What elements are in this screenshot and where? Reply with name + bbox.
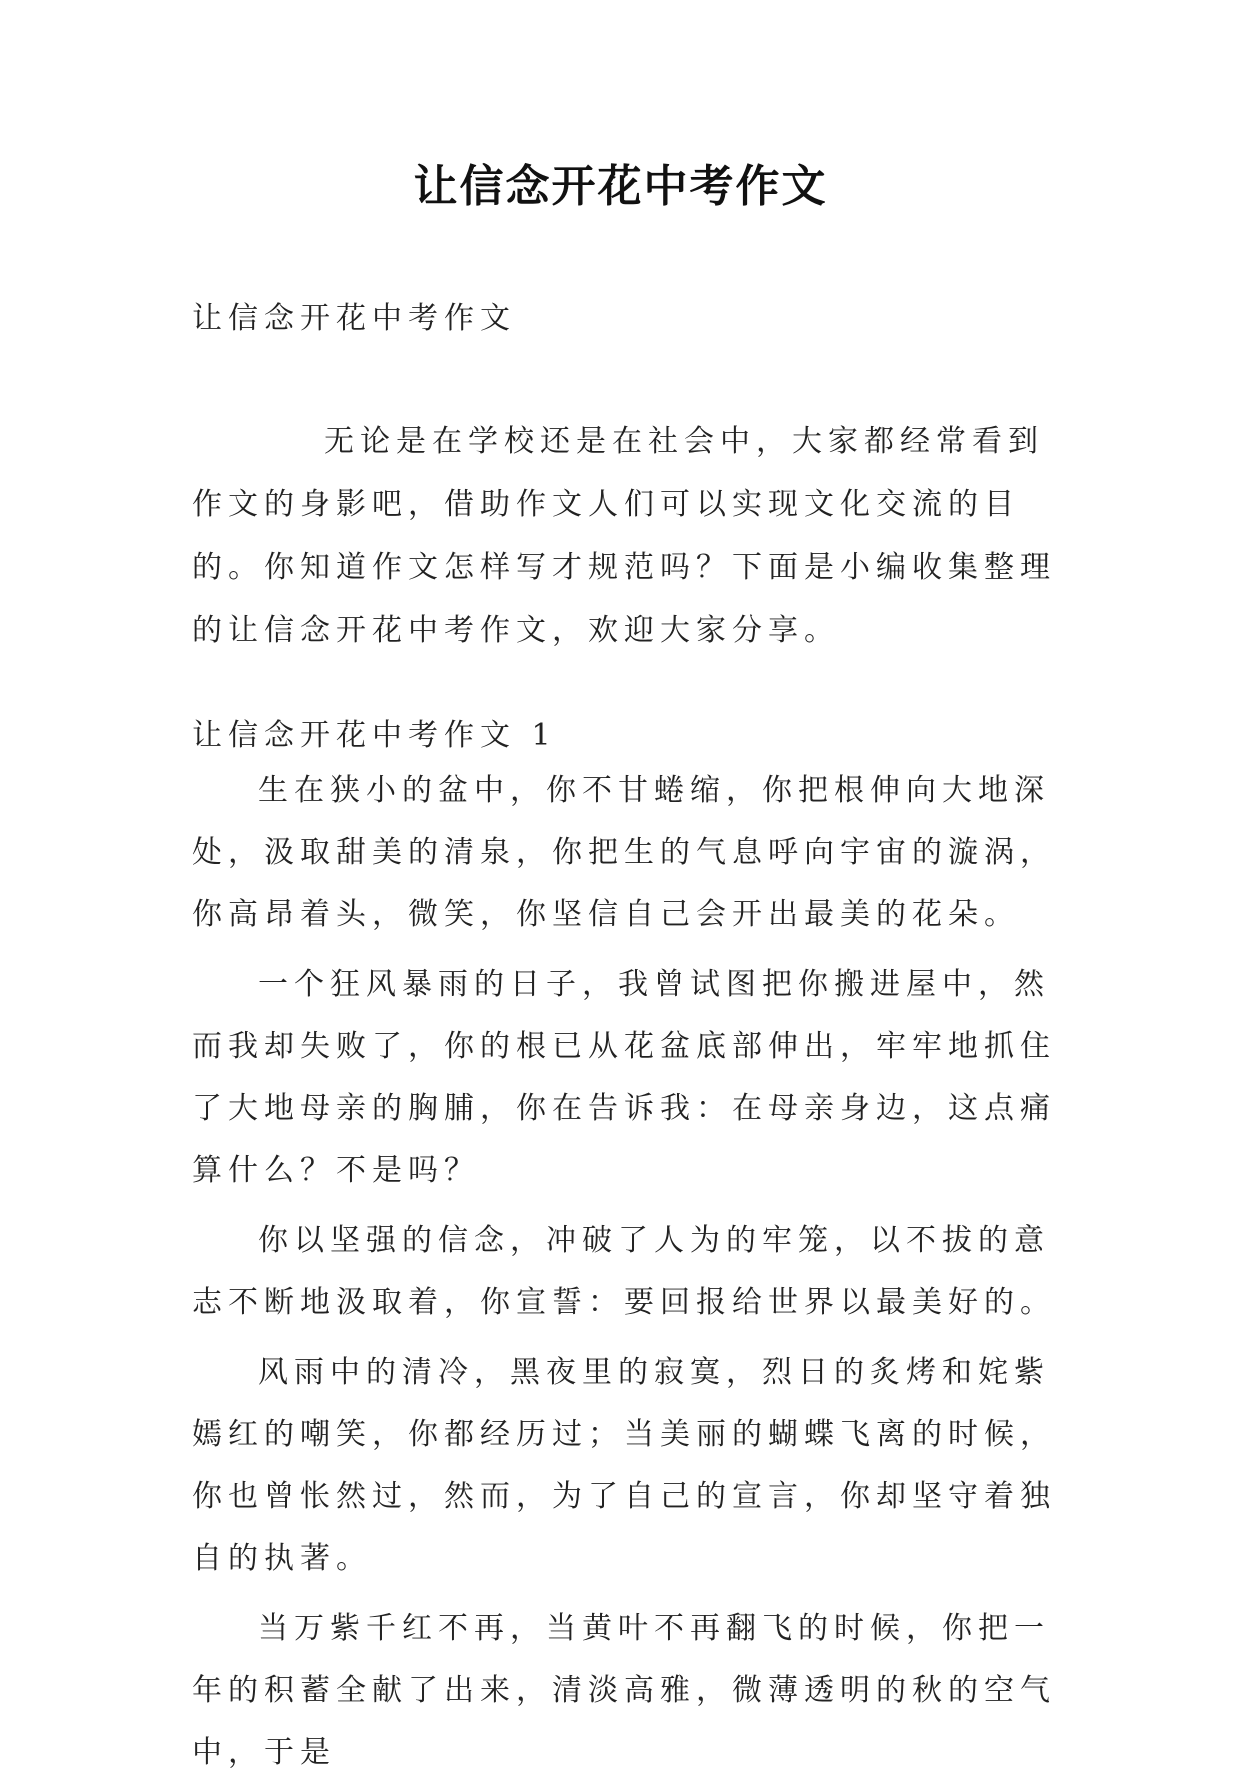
essay-paragraph: 一个狂风暴雨的日子，我曾试图把你搬进屋中，然而我却失败了，你的根已从花盆底部伸出，牢牢地抓住了大地母亲的胸脯，你在告诉我：在母亲身边，这点痛算什么？不是吗？	[192, 967, 1056, 1188]
intro-paragraph: 无论是在学校还是在社会中，大家都经常看到作文的身影吧，借助作文人们可以实现文化交流的目的。你知道作文怎样写才规范吗？下面是小编收集整理的让信念开花中考作文，欢迎大家分享。	[192, 424, 1056, 648]
essay-paragraph: 你以坚强的信念，冲破了人为的牢笼，以不拔的意志不断地汲取着，你宣誓：要回报给世界以最美好的。	[192, 1223, 1056, 1320]
essay-paragraph: 生在狭小的盆中，你不甘蜷缩，你把根伸向大地深处，汲取甜美的清泉，你把生的气息呼向宇宙的漩涡，你高昂着头，微笑，你坚信自己会开出最美的花朵。	[192, 773, 1056, 932]
essay-paragraph: 风雨中的清冷，黑夜里的寂寞，烈日的炙烤和姹紫嫣红的嘲笑，你都经历过；当美丽的蝴蝶飞离的时候，你也曾怅然过，然而，为了自己的宣言，你却坚守着独自的执著。	[192, 1355, 1056, 1576]
essay-body	[192, 760, 1062, 1792]
document-title: 让信念开花中考作文	[413, 161, 828, 212]
document-subtitle: 让信念开花中考作文	[192, 301, 516, 336]
essay-paragraph: 当万紫千红不再，当黄叶不再翻飞的时候，你把一年的积蓄全献了出来，清淡高雅，微薄透明的秋的空气中，于是	[192, 1611, 1056, 1770]
section-heading: 让信念开花中考作文 1	[192, 718, 557, 753]
